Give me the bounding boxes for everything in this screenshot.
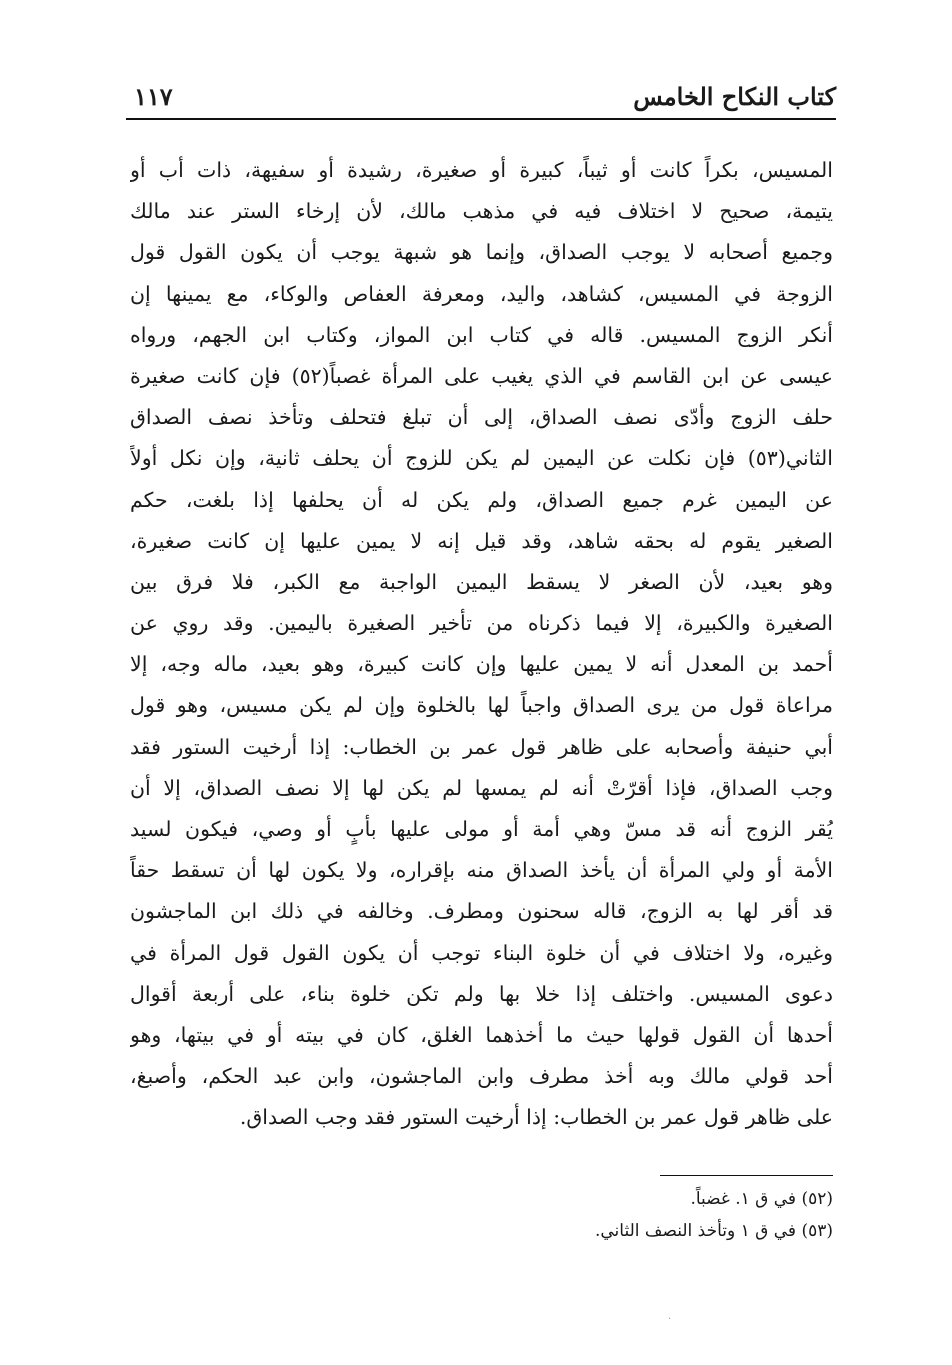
text-line: عيسى عن ابن القاسم في الذي يغيب على المرأة غصباً(٥٢) فإن كانت صغيرة bbox=[130, 363, 833, 388]
text-line: الزوجة في المسيس، كشاهد، واليد، ومعرفة العفاص والوكاء، مع يمينها إن bbox=[130, 281, 833, 306]
page-header bbox=[126, 82, 836, 116]
text-line: حلف الزوج وأدّى نصف الصداق، إلى أن تبلغ فتحلف وتأخذ نصف الصداق bbox=[130, 405, 833, 430]
footnotes bbox=[430, 1183, 833, 1247]
text-line: الصغير يقوم له بحقه شاهد، وقد قيل إنه لا يمين عليها إن كانت صغيرة، bbox=[130, 528, 833, 553]
text-line: الثاني(٥٣) فإن نكلت عن اليمين لم يكن للزوج أن يحلف ثانية، وإن نكل أولاً bbox=[130, 446, 833, 471]
text-line: الأمة أو ولي المرأة أن يأخذ الصداق منه بإقراره، ولا يكون لها أن تسقط حقاً bbox=[130, 858, 833, 883]
header-rule bbox=[126, 118, 836, 120]
main-text bbox=[130, 150, 833, 1139]
text-line: وجميع أصحابه لا يوجب الصداق، وإنما هو شبهة يوجب أن يكون القول قول bbox=[130, 240, 833, 265]
footnote: (٥٣) في ق ١ وتأخذ النصف الثاني. bbox=[594, 1221, 833, 1241]
text-line: أبي حنيفة وأصحابه على ظاهر قول عمر بن الخطاب: إذا أرخيت الستور فقد bbox=[130, 734, 833, 759]
text-line: المسيس، بكراً كانت أو ثيباً، كبيرة أو صغيرة، رشيدة أو سفيهة، ذات أب أو bbox=[130, 158, 833, 182]
scan-speck: · bbox=[668, 1314, 672, 1325]
text-line: عن اليمين غرم جميع الصداق، ولم يكن له أن يحلفها إذا بلغت، حكم bbox=[130, 487, 833, 512]
page-number: ١١٧ bbox=[134, 82, 173, 111]
text-line: دعوى المسيس. واختلف إذا خلا بها ولم تكن خلوة بناء، على أربعة أقوال bbox=[130, 981, 833, 1006]
text-line: وجب الصداق، فإذا أقرّتْ أنه لم يمسها لم يكن لها إلا نصف الصداق، إلا أن bbox=[130, 775, 833, 800]
text-line: أحدها أن القول قولها حيث ما أخذهما الغلق، كان في بيته أو في بيتها، وهو bbox=[130, 1022, 833, 1047]
text-line: على ظاهر قول عمر بن الخطاب: إذا أرخيت الستور فقد وجب الصداق. bbox=[239, 1105, 833, 1130]
text-line: مراعاة قول من يرى الصداق واجباً لها بالخلوة وإن لم يكن مسيس، وهو قول bbox=[130, 693, 833, 718]
text-line: قد أقر لها به الزوج، قاله سحنون ومطرف. وخالفه في ذلك ابن الماجشون bbox=[130, 899, 833, 924]
text-line: يتيمة، صحيح لا اختلاف فيه في مذهب مالك، لأن إرخاء الستر عند مالك bbox=[130, 199, 833, 224]
text-line: أحمد بن المعدل أنه لا يمين عليها وإن كانت كبيرة، وهو بعيد، ماله وجه، إلا bbox=[130, 652, 833, 677]
text-line: الصغيرة والكبيرة، إلا فيما ذكرناه من تأخير الصغيرة باليمين. وقد روي عن bbox=[130, 611, 833, 636]
text-line: يُقر الزوج أنه قد مسّ وهي أمة أو مولى عليها بأبٍ أو وصي، فيكون لسيد bbox=[130, 817, 833, 841]
footnote: (٥٢) في ق ١. غضباً. bbox=[690, 1189, 833, 1209]
text-line: أحد قولي مالك وبه أخذ مطرف وابن الماجشون، وابن عبد الحكم، وأصبغ، bbox=[130, 1064, 833, 1089]
text-line: أنكر الزوج المسيس. قاله في كتاب ابن المواز، وكتاب ابن الجهم، ورواه bbox=[130, 322, 833, 347]
text-line: وهو بعيد، لأن الصغر لا يسقط اليمين الواجبة مع الكبر، فلا فرق بين bbox=[130, 569, 833, 594]
chapter-title: كتاب النكاح الخامس bbox=[633, 82, 836, 111]
footnote-rule bbox=[660, 1175, 833, 1176]
text-line: وغيره، ولا اختلاف في أن خلوة البناء توجب أن يكون القول قول المرأة في bbox=[130, 940, 833, 965]
